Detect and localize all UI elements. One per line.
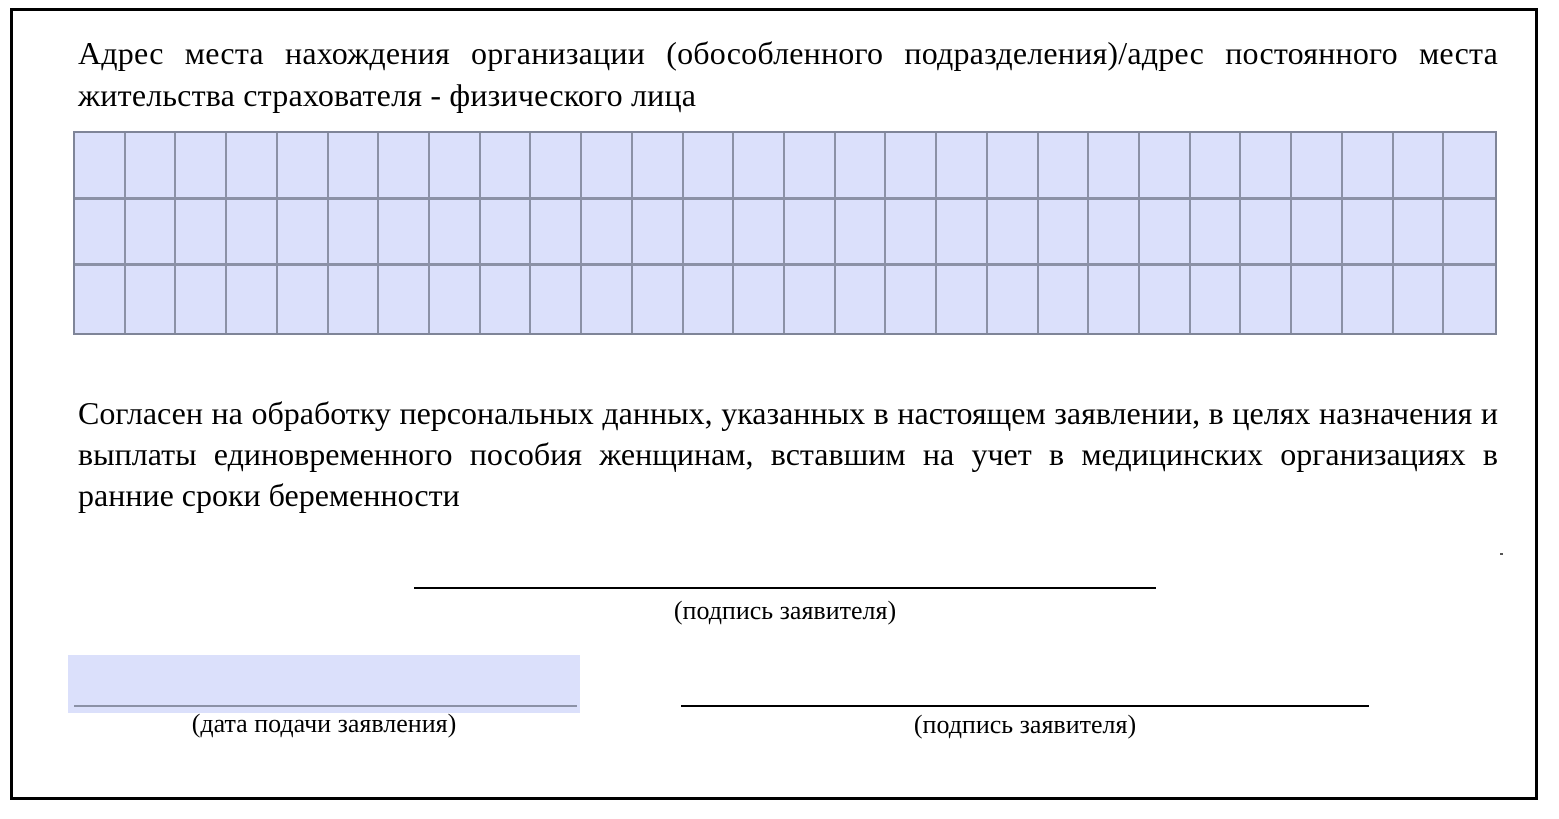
- address-char-cell[interactable]: [329, 133, 380, 200]
- address-char-cell[interactable]: [126, 200, 177, 267]
- address-char-cell[interactable]: [988, 200, 1039, 267]
- applicant-signature-caption-2: (подпись заявителя): [913, 710, 1137, 739]
- address-char-cell[interactable]: [1292, 133, 1343, 200]
- address-char-cell[interactable]: [1191, 200, 1242, 267]
- address-char-cell[interactable]: [430, 133, 481, 200]
- address-char-cell[interactable]: [1444, 133, 1495, 200]
- address-char-cell[interactable]: [1089, 133, 1140, 200]
- address-char-cell[interactable]: [836, 266, 887, 333]
- address-char-cell[interactable]: [1241, 266, 1292, 333]
- address-char-cell[interactable]: [379, 133, 430, 200]
- address-char-cell[interactable]: [481, 266, 532, 333]
- address-char-cell[interactable]: [1241, 133, 1292, 200]
- address-char-cell[interactable]: [1394, 200, 1445, 267]
- address-char-cell[interactable]: [75, 266, 126, 333]
- address-char-cell[interactable]: [1089, 266, 1140, 333]
- address-char-cell[interactable]: [785, 200, 836, 267]
- address-char-cell[interactable]: [1191, 266, 1242, 333]
- applicant-signature-caption: (подпись заявителя): [673, 596, 897, 625]
- address-char-cell[interactable]: [1343, 133, 1394, 200]
- address-char-cell[interactable]: [1191, 133, 1242, 200]
- address-char-cell[interactable]: [582, 133, 633, 200]
- address-char-cell[interactable]: [1343, 266, 1394, 333]
- address-char-cell[interactable]: [329, 200, 380, 267]
- address-char-cell[interactable]: [379, 266, 430, 333]
- address-char-cell[interactable]: [1394, 266, 1445, 333]
- address-char-cell[interactable]: [734, 266, 785, 333]
- address-char-cell[interactable]: [988, 266, 1039, 333]
- address-char-cell[interactable]: [1140, 266, 1191, 333]
- address-char-cell[interactable]: [1241, 200, 1292, 267]
- address-char-cell[interactable]: [1394, 133, 1445, 200]
- address-char-cell[interactable]: [633, 133, 684, 200]
- address-label: Адрес места нахождения организации (обособленного подразделения)/адрес постоянного места жительства страхователя - физического лица: [78, 35, 1498, 113]
- address-char-cell[interactable]: [227, 266, 278, 333]
- applicant-signature-line-2[interactable]: [681, 705, 1369, 707]
- scan-speck: [1500, 553, 1503, 555]
- address-input-grid[interactable]: [73, 131, 1497, 335]
- address-char-cell[interactable]: [1444, 200, 1495, 267]
- address-char-cell[interactable]: [176, 200, 227, 267]
- address-char-cell[interactable]: [126, 266, 177, 333]
- address-char-cell[interactable]: [278, 133, 329, 200]
- address-char-cell[interactable]: [1039, 133, 1090, 200]
- address-char-cell[interactable]: [886, 133, 937, 200]
- address-char-cell[interactable]: [481, 133, 532, 200]
- address-char-cell[interactable]: [734, 200, 785, 267]
- consent-text: Согласен на обработку персональных данных, указанных в настоящем заявлении, в целях назначения и выплаты единовременного пособия женщинам, вставшим на учет в медицинских организациях в ранние сроки беременности: [78, 395, 1498, 513]
- address-char-cell[interactable]: [1039, 266, 1090, 333]
- address-char-cell[interactable]: [176, 266, 227, 333]
- address-char-cell[interactable]: [937, 200, 988, 267]
- address-char-cell[interactable]: [1444, 266, 1495, 333]
- address-char-cell[interactable]: [531, 133, 582, 200]
- address-char-cell[interactable]: [1343, 200, 1394, 267]
- address-char-cell[interactable]: [684, 266, 735, 333]
- address-char-cell[interactable]: [176, 133, 227, 200]
- address-char-cell[interactable]: [1140, 133, 1191, 200]
- address-char-cell[interactable]: [278, 266, 329, 333]
- address-char-cell[interactable]: [531, 266, 582, 333]
- address-char-cell[interactable]: [1292, 200, 1343, 267]
- address-char-cell[interactable]: [684, 200, 735, 267]
- address-char-cell[interactable]: [379, 200, 430, 267]
- address-char-cell[interactable]: [836, 200, 887, 267]
- submission-date-underline: [74, 705, 577, 707]
- submission-date-caption: (дата подачи заявления): [191, 709, 457, 738]
- address-char-cell[interactable]: [1292, 266, 1343, 333]
- address-char-cell[interactable]: [531, 200, 582, 267]
- address-char-cell[interactable]: [75, 200, 126, 267]
- address-char-cell[interactable]: [430, 200, 481, 267]
- address-char-cell[interactable]: [126, 133, 177, 200]
- address-char-cell[interactable]: [582, 200, 633, 267]
- address-char-cell[interactable]: [1140, 200, 1191, 267]
- address-char-cell[interactable]: [785, 266, 836, 333]
- applicant-signature-line[interactable]: [414, 587, 1156, 589]
- address-char-cell[interactable]: [734, 133, 785, 200]
- address-char-cell[interactable]: [988, 133, 1039, 200]
- address-char-cell[interactable]: [481, 200, 532, 267]
- address-char-cell[interactable]: [937, 133, 988, 200]
- address-char-cell[interactable]: [633, 200, 684, 267]
- address-char-cell[interactable]: [1039, 200, 1090, 267]
- address-char-cell[interactable]: [227, 200, 278, 267]
- address-char-cell[interactable]: [430, 266, 481, 333]
- address-char-cell[interactable]: [278, 200, 329, 267]
- address-char-cell[interactable]: [886, 266, 937, 333]
- address-char-cell[interactable]: [633, 266, 684, 333]
- address-char-cell[interactable]: [227, 133, 278, 200]
- address-char-cell[interactable]: [582, 266, 633, 333]
- address-char-cell[interactable]: [75, 133, 126, 200]
- address-char-cell[interactable]: [937, 266, 988, 333]
- address-char-cell[interactable]: [1089, 200, 1140, 267]
- address-char-cell[interactable]: [684, 133, 735, 200]
- address-char-cell[interactable]: [836, 133, 887, 200]
- address-char-cell[interactable]: [785, 133, 836, 200]
- address-char-cell[interactable]: [886, 200, 937, 267]
- address-char-cell[interactable]: [329, 266, 380, 333]
